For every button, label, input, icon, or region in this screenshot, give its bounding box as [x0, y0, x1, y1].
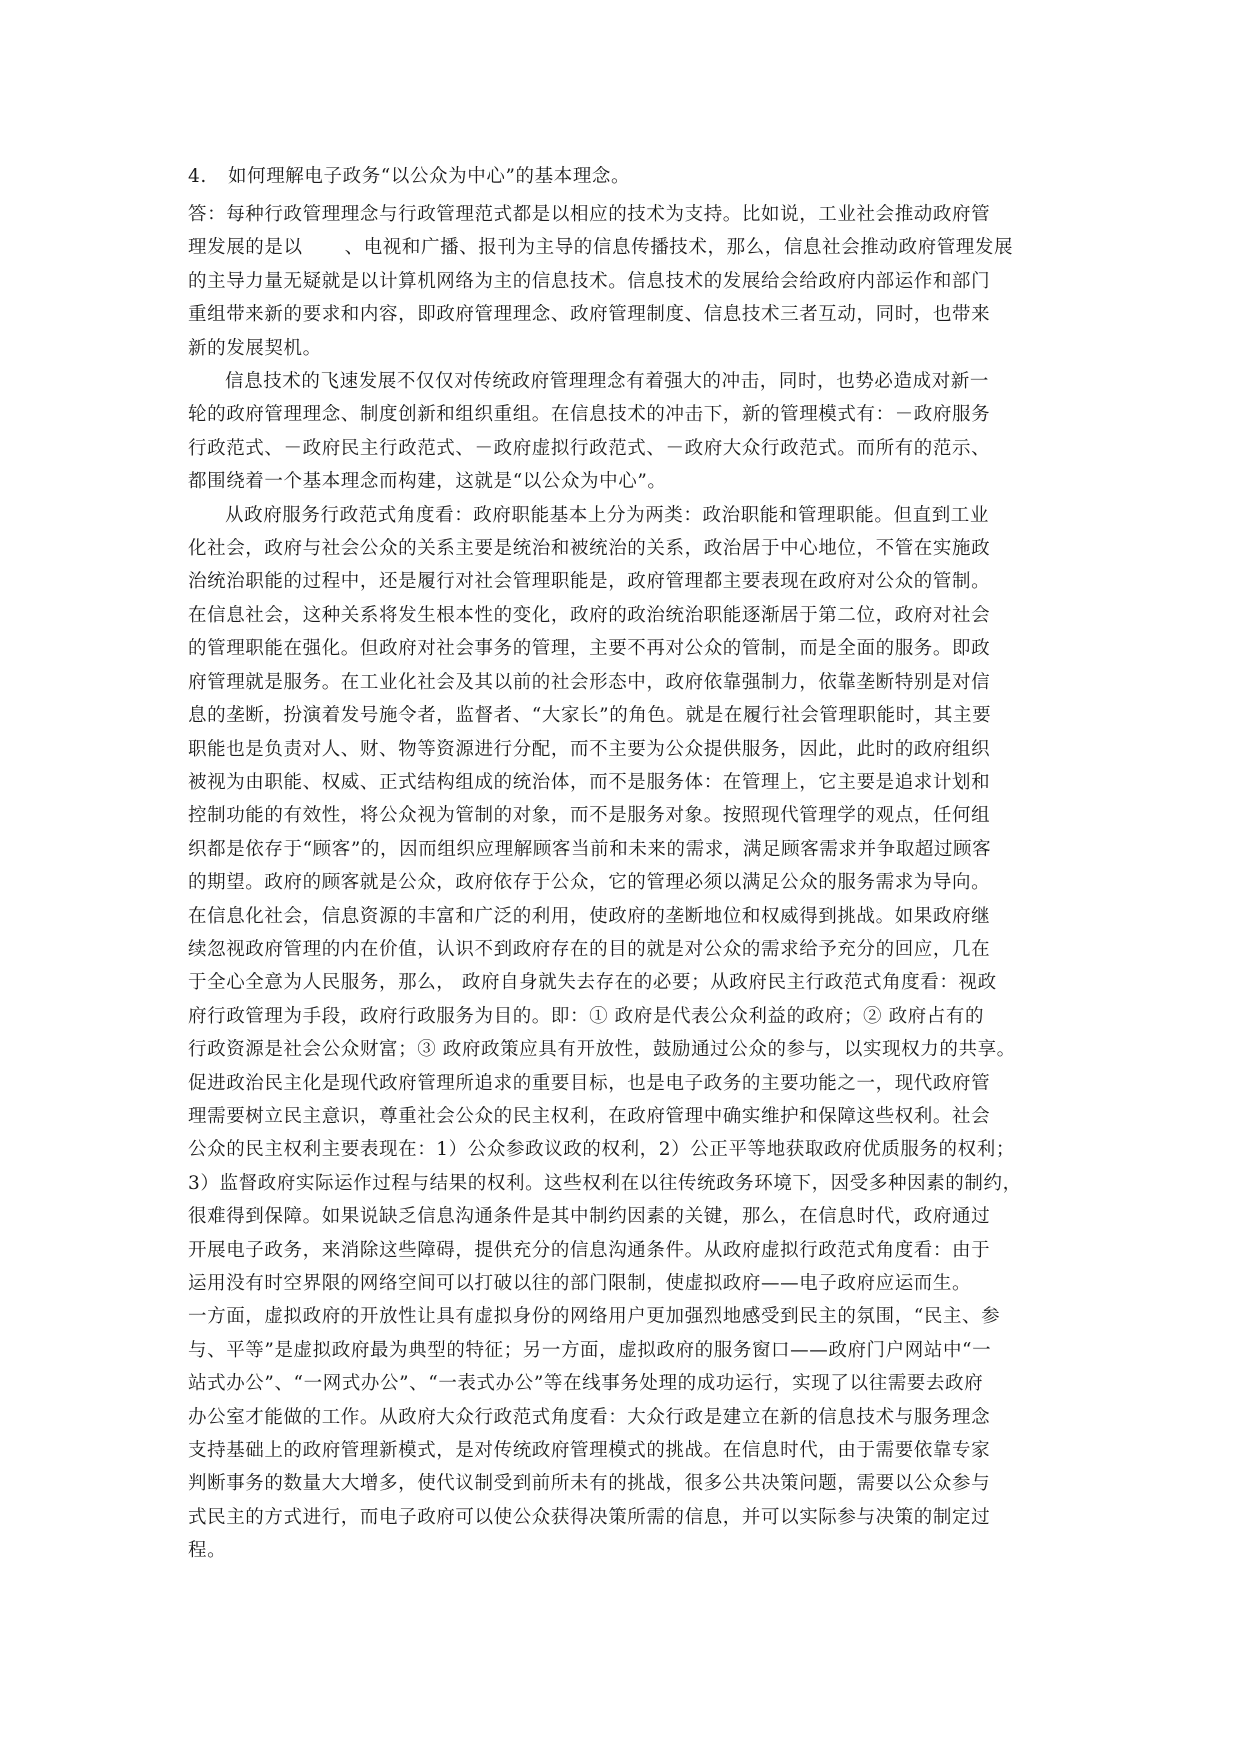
text-line: 在信息社会，这种关系将发生根本性的变化，政府的政治统治职能逐渐居于第二位，政府对社会 [188, 604, 991, 626]
text-line: 的主导力量无疑就是以计算机网络为主的信息技术。信息技术的发展给会给政府内部运作和部门 [188, 270, 991, 292]
text-line: 程。 [188, 1540, 227, 1562]
text-line: 息的垄断，扮演着发号施令者，监督者、“大家长”的角色。就是在履行社会管理职能时，其主要 [188, 705, 992, 727]
text-line: 控制功能的有效性，将公众视为管制的对象，而不是服务对象。按照现代管理学的观点，任何组 [188, 805, 991, 827]
answer-body [188, 198, 1068, 1568]
text-line: 一方面，虚拟政府的开放性让具有虚拟身份的网络用户更加强烈地感受到民主的氛围，“民主、参 [188, 1306, 1001, 1328]
text-line: 判断事务的数量大大增多，使代议制受到前所未有的挑战，很多公共决策问题，需要以公众参与 [188, 1473, 991, 1495]
text-line: 很难得到保障。如果说缺乏信息沟通条件是其中制约因素的关键，那么，在信息时代，政府通过 [188, 1206, 991, 1228]
question-heading [188, 160, 1068, 194]
text-line: 的管理职能在强化。但政府对社会事务的管理，主要不再对公众的管制，而是全面的服务。即政 [188, 638, 991, 660]
question-text: 如何理解电子政务“以公众为中心”的基本理念。 [228, 166, 631, 187]
text-line: 重组带来新的要求和内容，即政府管理理念、政府管理制度、信息技术三者互动，同时，也带来 [188, 304, 991, 326]
text-fragment: 、电视和广播、报刊为主导的信息传播技术，那么，信息社会推动政府管理发展 [344, 237, 1014, 259]
text-line: 府行政管理为手段，政府行政服务为目的。即：① 政府是代表公众利益的政府；② 政府占有的 [188, 1005, 985, 1027]
text-line: 织都是依存于“顾客”的，因而组织应理解顾客当前和未来的需求，满足顾客需求并争取超过顾客 [188, 838, 992, 860]
text-line: 轮的政府管理理念、制度创新和组织重组。在信息技术的冲击下，新的管理模式有：－政府服务 [188, 404, 991, 426]
text-line: 3）监督政府实际运作过程与结果的权利。这些权利在以往传统政务环境下，因受多种因素的制约， [188, 1172, 1022, 1194]
text-line: 与、平等”是虚拟政府最为典型的特征；另一方面，虚拟政府的服务窗口——政府门户网站中“一 [188, 1339, 992, 1361]
text-line: 被视为由职能、权威、正式结构组成的统治体，而不是服务体：在管理上，它主要是追求计划和 [188, 771, 991, 793]
text-line: 于全心全意为人民服务，那么， 政府自身就失去存在的必要；从政府民主行政范式角度看：视政 [188, 972, 997, 994]
text-line: 开展电子政务，来消除这些障碍，提供充分的信息沟通条件。从政府虚拟行政范式角度看：由于 [188, 1239, 991, 1261]
text-line: 答：每种行政管理理念与行政管理范式都是以相应的技术为支持。比如说，工业社会推动政府管 [188, 204, 991, 225]
text-line: 行政资源是社会公众财富；③ 政府政策应具有开放性，鼓励通过公众的参与，以实现权力的共享。 [188, 1039, 1016, 1061]
question-number: 4. [188, 166, 207, 187]
text-line: 新的发展契机。 [188, 337, 322, 359]
text-line: 促进政治民主化是现代政府管理所追求的重要目标，也是电子政务的主要功能之一，现代政府管 [188, 1072, 991, 1094]
text-line: 从政府服务行政范式角度看：政府职能基本上分为两类：政治职能和管理职能。但直到工业 [225, 504, 990, 526]
text-line [188, 231, 1068, 264]
text-line: 的期望。政府的顾客就是公众，政府依存于公众，它的管理必须以满足公众的服务需求为导向。 [188, 872, 991, 894]
text-line: 支持基础上的政府管理新模式，是对传统政府管理模式的挑战。在信息时代，由于需要依靠专家 [188, 1440, 991, 1462]
answer-paragraph-3 [188, 499, 1068, 1568]
document-page [188, 160, 1068, 1568]
text-line: 行政范式、－政府民主行政范式、－政府虚拟行政范式、－政府大众行政范式。而所有的范示、 [188, 437, 991, 459]
text-line: 在信息化社会，信息资源的丰富和广泛的利用，使政府的垄断地位和权威得到挑战。如果政府继 [188, 905, 991, 927]
text-line: 府管理就是服务。在工业化社会及其以前的社会形态中，政府依靠强制力，依靠垄断特别是对信 [188, 671, 991, 693]
text-line: 治统治职能的过程中，还是履行对社会管理职能是，政府管理都主要表现在政府对公众的管制。 [188, 571, 991, 593]
text-line: 公众的民主权利主要表现在：1）公众参政议政的权利，2）公正平等地获取政府优质服务的权利； [188, 1139, 1015, 1161]
text-line: 办公室才能做的工作。从政府大众行政范式角度看：大众行政是建立在新的信息技术与服务理念 [188, 1406, 991, 1428]
text-line: 理需要树立民主意识，尊重社会公众的民主权利，在政府管理中确实维护和保障这些权利。社会 [188, 1105, 991, 1127]
answer-paragraph-2 [188, 365, 1068, 499]
text-line: 信息技术的飞速发展不仅仅对传统政府管理理念有着强大的冲击，同时，也势必造成对新一 [225, 371, 990, 393]
text-line: 都围绕着一个基本理念而构建，这就是“以公众为中心”。 [188, 471, 667, 493]
text-line: 站式办公”、“一网式办公”、“一表式办公”等在线事务处理的成功运行，实现了以往需要去政府 [188, 1373, 984, 1395]
text-fragment: 理发展的是以 [188, 237, 303, 259]
text-line: 式民主的方式进行，而电子政府可以使公众获得决策所需的信息，并可以实际参与决策的制定过 [188, 1506, 991, 1528]
text-line: 续忽视政府管理的内在价值，认识不到政府存在的目的就是对公众的需求给予充分的回应，几在 [188, 938, 991, 960]
answer-paragraph-1 [188, 198, 1068, 365]
text-line: 职能也是负责对人、财、物等资源进行分配，而不主要为公众提供服务，因此，此时的政府组织 [188, 738, 991, 760]
text-line: 化社会，政府与社会公众的关系主要是统治和被统治的关系，政治居于中心地位，不管在实施政 [188, 538, 991, 560]
text-line: 运用没有时空界限的网络空间可以打破以往的部门限制，使虚拟政府——电子政府应运而生。 [188, 1273, 972, 1294]
